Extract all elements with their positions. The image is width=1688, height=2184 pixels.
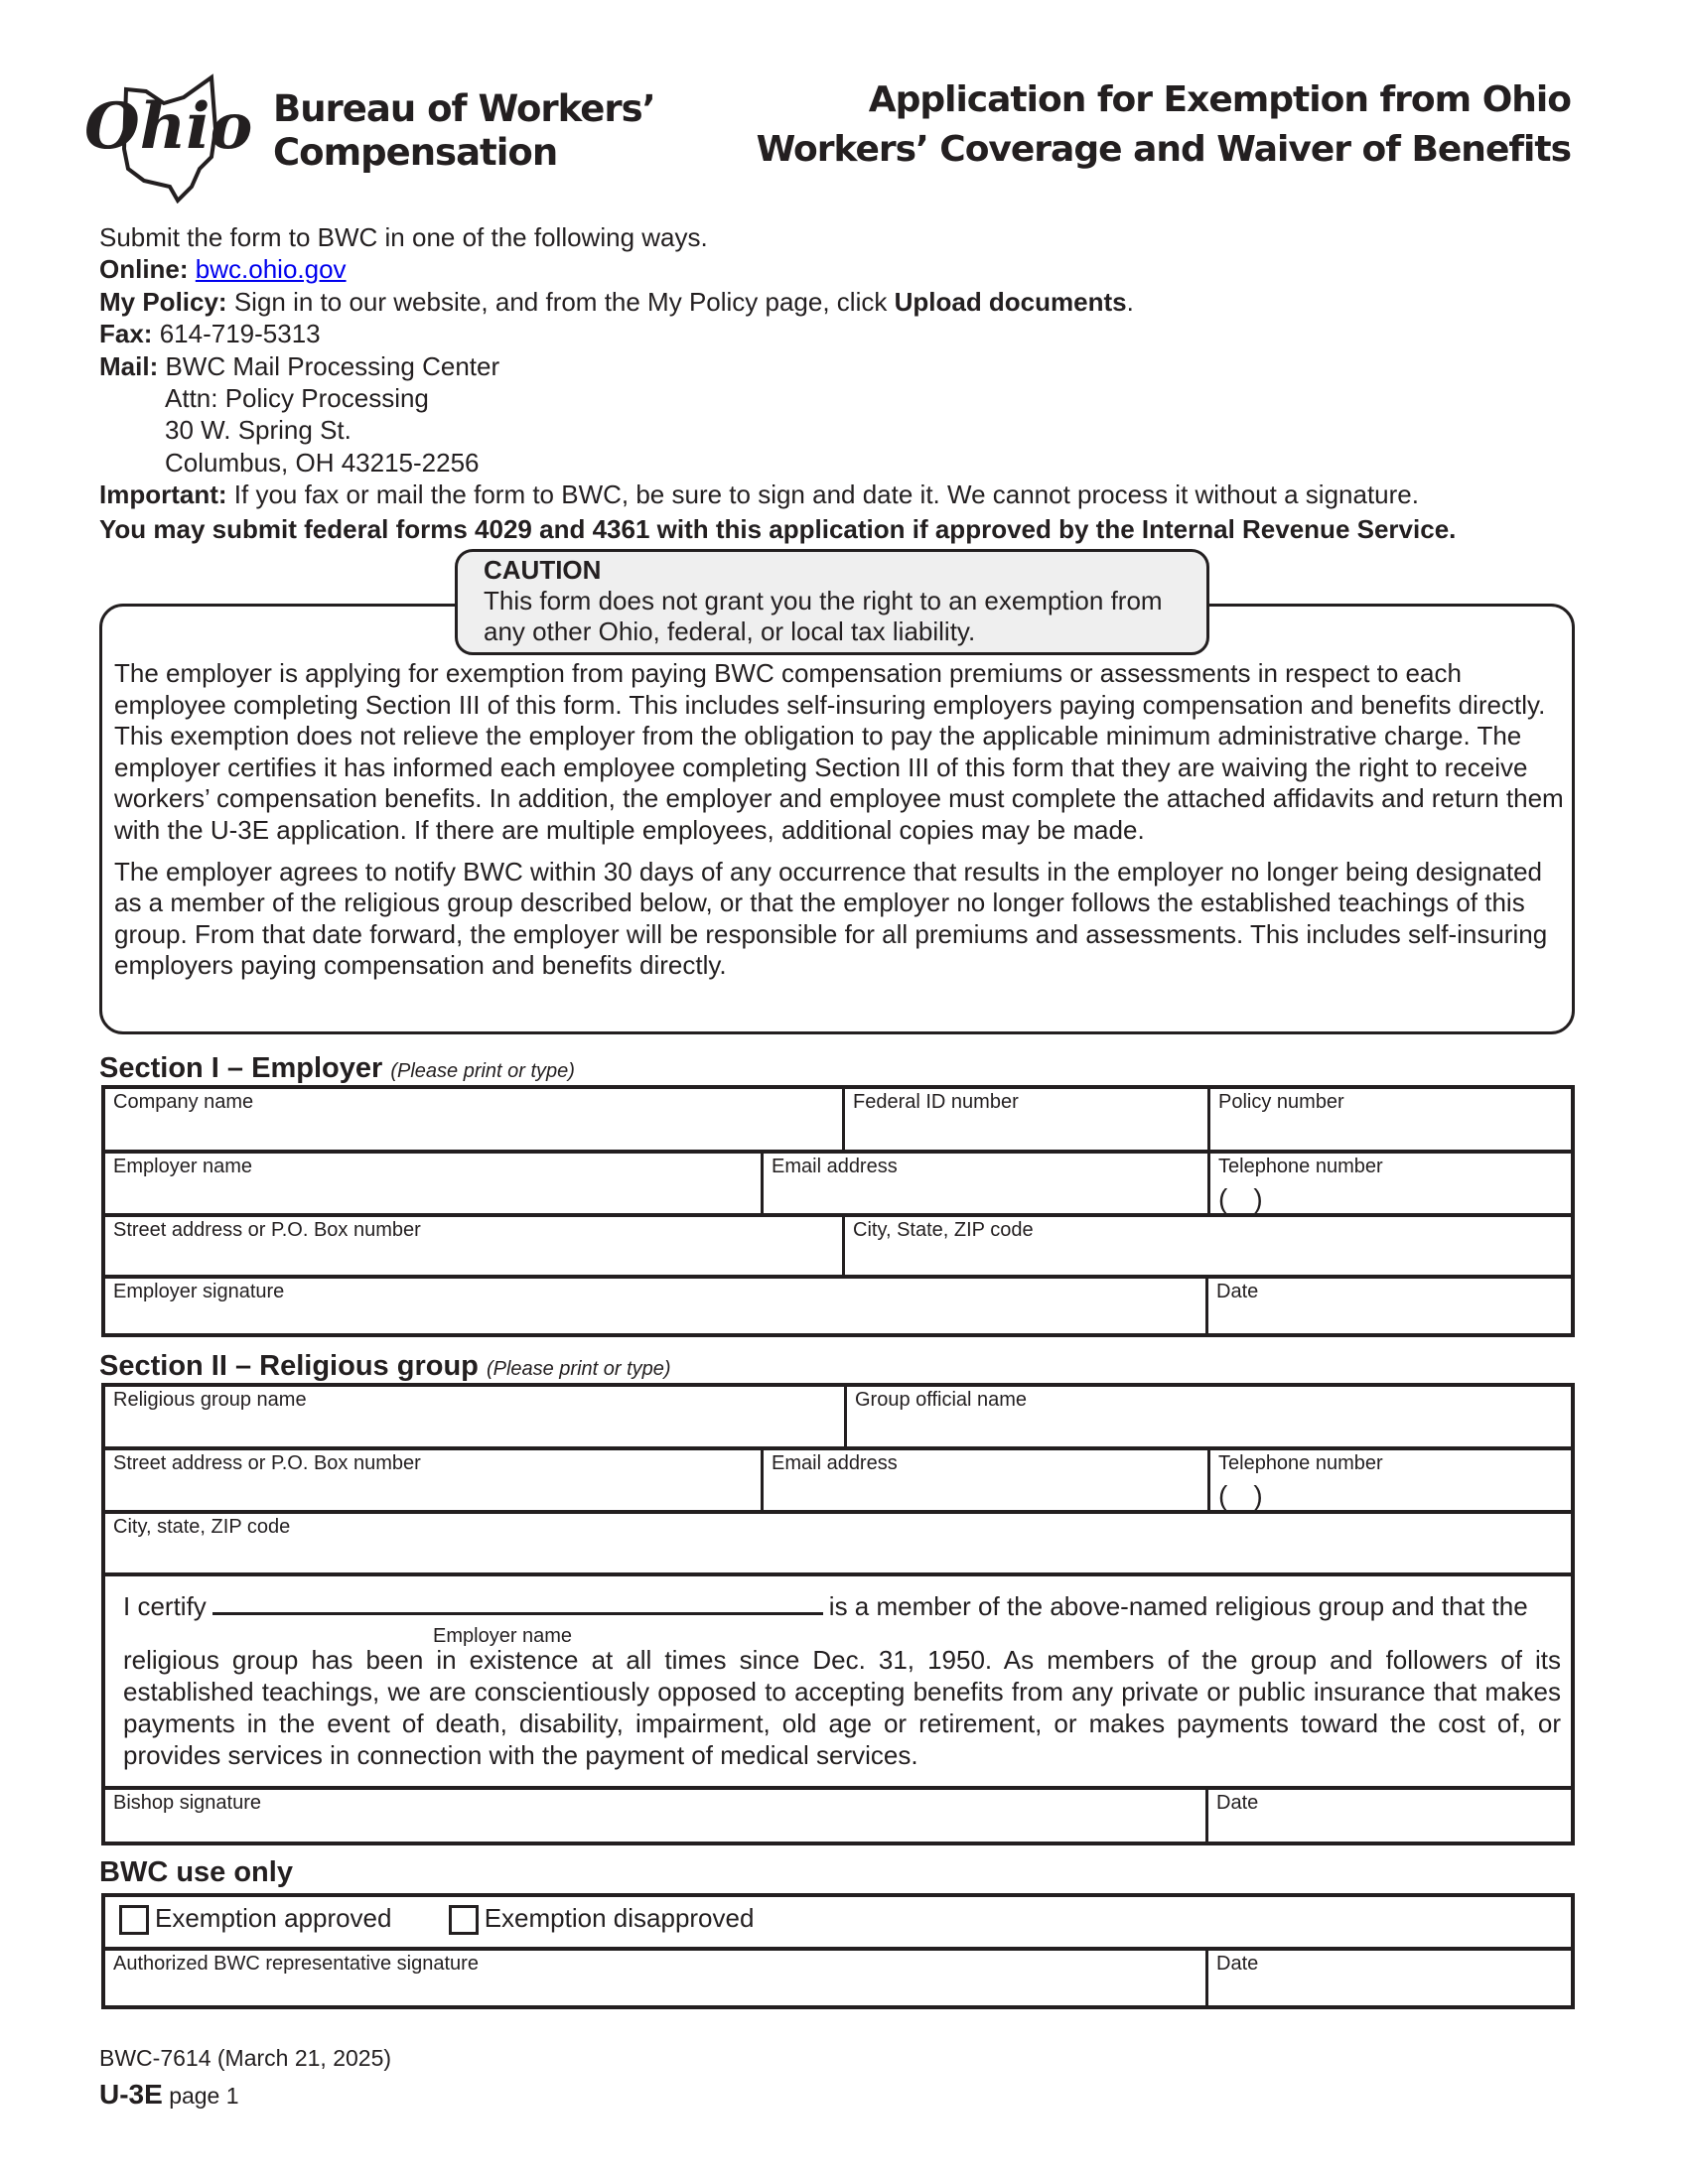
certification-block — [105, 1572, 1571, 1786]
brand-name — [273, 87, 655, 175]
employer-name-field[interactable] — [105, 1150, 761, 1213]
checkbox-label: Exemption approved — [155, 1903, 392, 1933]
city-state-zip-field[interactable] — [842, 1213, 1571, 1275]
federal-forms-note: You may submit federal forms 4029 and 4361 with this application if approved by the Internal Revenue Service. — [99, 513, 1457, 544]
form-id: BWC-7614 (March 21, 2025) — [99, 2045, 392, 2071]
exemption-approved-checkbox[interactable] — [119, 1905, 149, 1935]
field-label: Date — [1216, 1792, 1259, 1814]
religious-group-name-field[interactable] — [105, 1387, 844, 1446]
checkbox-label: Exemption disapproved — [484, 1903, 755, 1933]
section-title: Section II – Religious group — [99, 1350, 479, 1382]
mail-line: Columbus, OH 43215-2256 — [165, 447, 480, 478]
field-label: Authorized BWC representative signature — [113, 1953, 479, 1975]
decision-row — [105, 1897, 1571, 1947]
group-telephone-field[interactable] — [1207, 1446, 1571, 1510]
bishop-signature-field[interactable] — [105, 1786, 1205, 1842]
field-label: Email address — [772, 1156, 898, 1177]
fax-number: 614-719-5313 — [159, 319, 321, 349]
employer-table — [101, 1085, 1575, 1337]
mail-line: 30 W. Spring St. — [165, 415, 352, 446]
section-note: (Please print or type) — [486, 1358, 671, 1380]
field-label: Religious group name — [113, 1389, 307, 1411]
section-note: (Please print or type) — [390, 1060, 575, 1082]
ohio-logo — [84, 69, 253, 204]
bishop-date-field[interactable] — [1205, 1786, 1571, 1842]
group-official-name-field[interactable] — [844, 1387, 1571, 1446]
mail-line: Attn: Policy Processing — [165, 383, 429, 414]
title-line1: Application for Exemption from Ohio — [868, 79, 1571, 120]
policy-label: My Policy: — [99, 286, 227, 317]
section-2-heading — [99, 1350, 671, 1383]
terms-text — [114, 658, 1564, 992]
employer-name-line[interactable] — [212, 1591, 823, 1615]
email-field[interactable] — [761, 1150, 1207, 1213]
field-label: Date — [1216, 1953, 1259, 1975]
field-label: Email address — [772, 1452, 898, 1474]
bwc-date-field[interactable] — [1205, 1947, 1571, 2005]
field-label: City, state, ZIP code — [113, 1516, 291, 1538]
field-label: Employer signature — [113, 1281, 285, 1302]
title-line2: Workers’ Coverage and Waiver of Benefits — [756, 129, 1571, 170]
field-label: City, State, ZIP code — [853, 1219, 1034, 1241]
form-code: U-3E — [99, 2079, 163, 2110]
field-label: Telephone number — [1218, 1452, 1383, 1474]
street-address-field[interactable] — [105, 1213, 842, 1275]
submission-instructions — [99, 221, 1456, 545]
field-label: Bishop signature — [113, 1792, 261, 1814]
form-code-line — [99, 2079, 239, 2111]
group-street-address-field[interactable] — [105, 1446, 761, 1510]
caution-title: CAUTION — [484, 555, 602, 585]
field-label: Telephone number — [1218, 1156, 1383, 1177]
mail-label: Mail: — [99, 350, 159, 381]
brand-line1: Bureau of Workers’ — [273, 87, 655, 130]
certify-text: religious group has been in existence at all times since Dec. 31, 1950. As members of the group and followers of its established teachings, we are conscientiously opposed to accepting benefits from any private or public insurance that makes payments in the event of death, disability, impairment, old age or retirement, or makes payments toward the cost of, or provides services in connection with the payment of medical services. — [123, 1645, 1561, 1770]
area-code-parens: () — [1218, 1183, 1289, 1214]
certify-text: I certify — [123, 1591, 207, 1621]
mail-line: BWC Mail Processing Center — [165, 350, 500, 381]
group-email-field[interactable] — [761, 1446, 1207, 1510]
field-label: Federal ID number — [853, 1091, 1019, 1113]
online-label: Online: — [99, 254, 189, 285]
page-title — [757, 75, 1571, 175]
field-label: Employer name — [113, 1156, 253, 1177]
policy-text: Sign in to our website, and from the My Policy page, click — [233, 286, 888, 317]
area-code-parens: () — [1218, 1480, 1289, 1511]
policy-end: . — [1126, 286, 1134, 317]
page-number: page 1 — [169, 2083, 239, 2109]
field-label: Group official name — [855, 1389, 1028, 1411]
brand-line2: Compensation — [273, 131, 558, 174]
field-label: Street address or P.O. Box number — [113, 1219, 421, 1241]
religious-group-table — [101, 1383, 1575, 1845]
section-title: Section I – Employer — [99, 1052, 383, 1084]
bwc-use-heading: BWC use only — [99, 1856, 293, 1888]
exemption-disapproved-checkbox[interactable] — [449, 1905, 479, 1935]
federal-id-field[interactable] — [842, 1089, 1207, 1150]
caution-box — [455, 549, 1209, 655]
caution-text: This form does not grant you the right to an exemption from any other Ohio, federal, or local tax liability. — [484, 586, 1163, 646]
field-label: Policy number — [1218, 1091, 1344, 1113]
terms-paragraph: The employer is applying for exemption from paying BWC compensation premiums or assessments in respect to each employee completing Section III of this form. This includes self-insuring employers paying compensation and benefits directly. This exemption does not relieve the employer from the obligation to pay the applicable minimum administrative charge. The employer certifies it has informed each employee completing Section III of this form that they are waiving the right to receive workers’ compensation benefits. In addition, the employer and employee must complete the attached affidavits and return them with the U-3E application. If there are multiple employees, additional copies may be made. — [114, 658, 1564, 845]
upload-documents-text: Upload documents — [894, 286, 1127, 317]
telephone-field[interactable] — [1207, 1150, 1571, 1213]
fax-label: Fax: — [99, 319, 153, 349]
field-label: Date — [1216, 1281, 1259, 1302]
field-label: Street address or P.O. Box number — [113, 1452, 421, 1474]
section-1-heading — [99, 1052, 575, 1085]
bwc-use-table — [101, 1893, 1575, 2009]
employer-signature-field[interactable] — [105, 1275, 1205, 1333]
company-name-field[interactable] — [105, 1089, 842, 1150]
field-label: Company name — [113, 1091, 254, 1113]
date-field[interactable] — [1205, 1275, 1571, 1333]
terms-paragraph: The employer agrees to notify BWC within 30 days of any occurrence that results in the employer no longer being designated as a member of the religious group described below, or that the employer no longer follows the established teachings of this group. From that date forward, the employer will be responsible for all premiums and assessments. This includes self-insuring employers paying compensation and benefits directly. — [114, 856, 1548, 981]
important-text: If you fax or mail the form to BWC, be sure to sign and date it. We cannot process it without a signature. — [233, 479, 1419, 510]
important-label: Important: — [99, 479, 227, 510]
certify-text: is a member of the above-named religious group and that the — [828, 1591, 1528, 1621]
group-city-state-zip-field[interactable] — [105, 1510, 1571, 1572]
logo-text: Ohio — [84, 89, 253, 164]
intro-text: Submit the form to BWC in one of the following ways. — [99, 222, 708, 252]
bwc-signature-field[interactable] — [105, 1947, 1205, 2005]
policy-number-field[interactable] — [1207, 1089, 1571, 1150]
employer-name-caption: Employer name — [433, 1625, 573, 1647]
website-link[interactable]: bwc.ohio.gov — [195, 254, 347, 285]
